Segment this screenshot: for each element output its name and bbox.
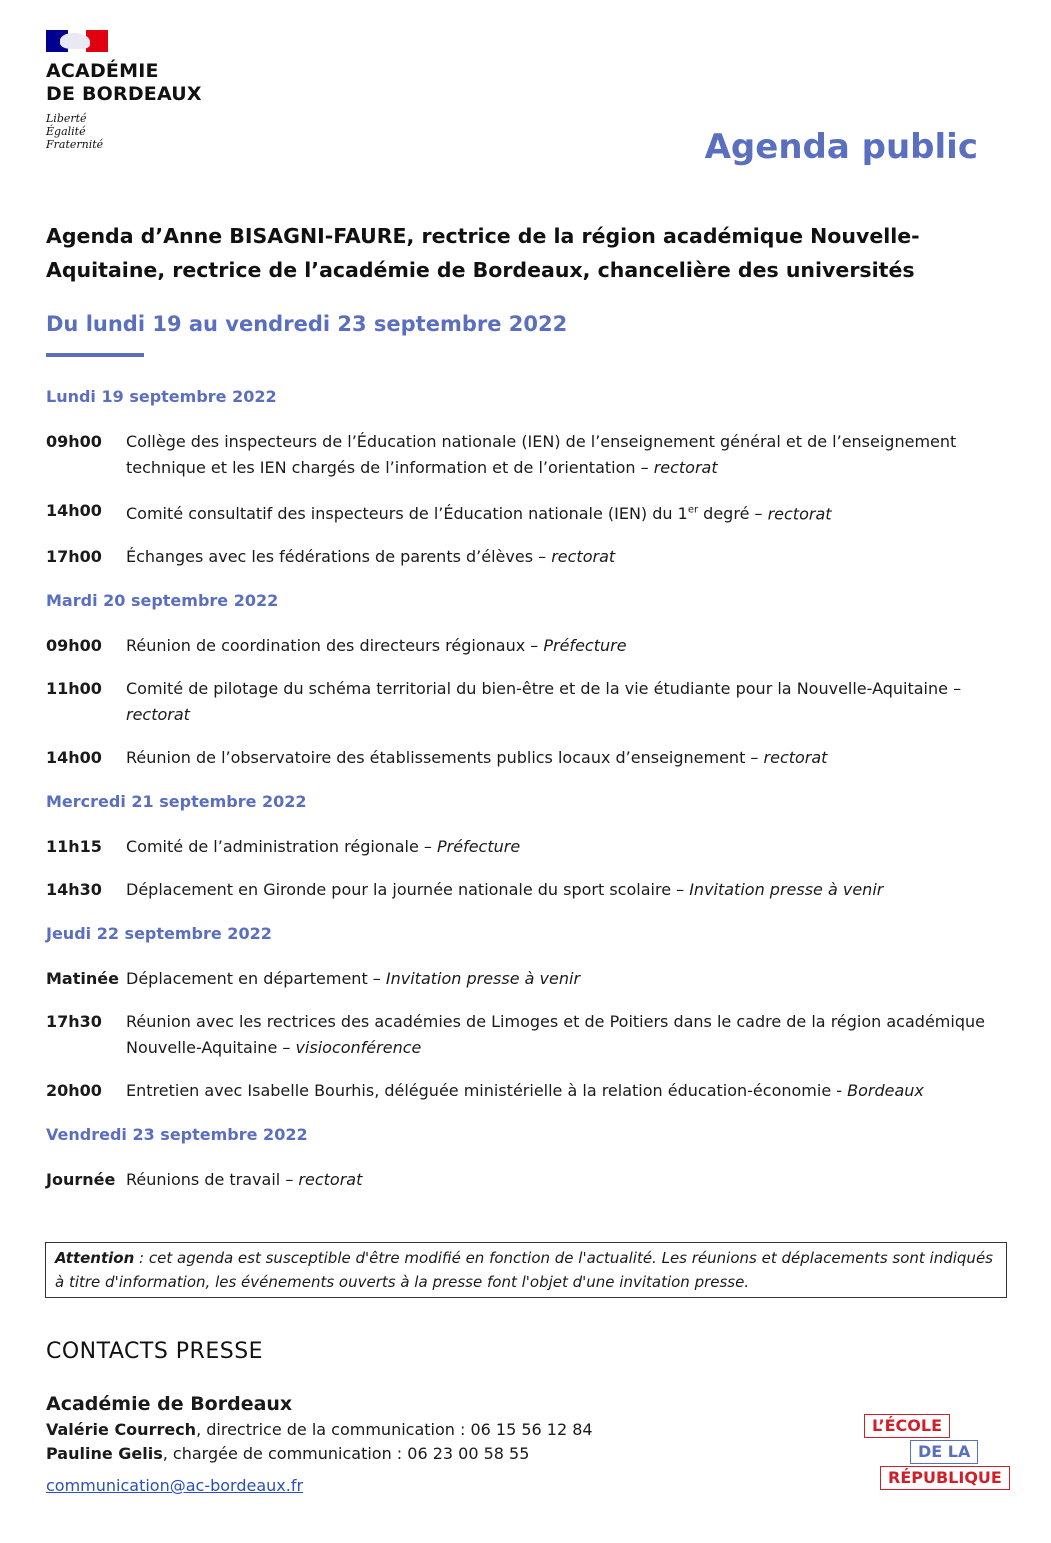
day-block	[46, 791, 991, 903]
notice-lead: Attention	[55, 1249, 135, 1267]
contact-person: Pauline Gelis, chargée de communication : 06 23 00 58 55	[46, 1444, 530, 1463]
agenda-owner-heading: Agenda d’Anne BISAGNI-FAURE, rectrice de la région académique Nouvelle- Aquitaine, rectrice de l’académie de Bordeaux, chancelière des universités	[46, 224, 920, 282]
period-heading: Du lundi 19 au vendredi 23 septembre 2022	[46, 312, 568, 336]
event-location: Préfecture	[436, 837, 521, 857]
event-description	[126, 966, 991, 992]
agenda-event	[46, 498, 991, 527]
marianne-flag-icon	[46, 30, 108, 52]
event-description	[126, 633, 991, 659]
contacts-title: CONTACTS PRESSE	[46, 1339, 264, 1364]
event-description	[126, 1167, 991, 1193]
event-location: rectorat	[298, 1170, 363, 1190]
academie-logo	[46, 30, 202, 151]
event-location: Bordeaux	[847, 1081, 924, 1101]
agenda-event	[46, 877, 991, 903]
event-description	[126, 1009, 991, 1061]
agenda-event	[46, 1009, 991, 1061]
event-description	[126, 1078, 991, 1104]
agenda-event	[46, 676, 991, 728]
day-block	[46, 923, 991, 1104]
institution-name: ACADÉMIE DE BORDEAUX	[46, 60, 202, 105]
event-location: Préfecture	[543, 636, 627, 656]
day-block	[46, 1124, 991, 1193]
event-description	[126, 544, 991, 570]
heading-underline	[46, 353, 144, 357]
logo-word: L’ÉCOLE	[864, 1414, 950, 1438]
event-location: rectorat	[763, 748, 828, 768]
event-description	[126, 429, 991, 481]
event-time: 14h00	[46, 501, 102, 520]
event-description	[126, 676, 991, 728]
event-text: Comité de pilotage du schéma territorial du bien-être et de la vie étudiante pour la Nouvelle-Aquitaine –	[126, 679, 962, 699]
agenda-event	[46, 544, 991, 570]
event-time: 11h00	[46, 679, 102, 699]
agenda-event	[46, 966, 991, 992]
event-location: rectorat	[551, 547, 616, 567]
event-text: Réunion avec les rectrices des académies de Limoges et de Poitiers dans le cadre de la région académique Nouvelle-Aquitaine –	[126, 1012, 985, 1058]
event-location: rectorat	[126, 705, 190, 725]
document-type-title: Agenda public	[704, 127, 978, 167]
ecole-republique-logo	[864, 1410, 1019, 1496]
event-time: 20h00	[46, 1081, 102, 1101]
event-text: Échanges avec les fédérations de parents d’élèves –	[126, 547, 552, 567]
day-block	[46, 590, 991, 771]
event-location: Invitation presse à venir	[689, 880, 884, 900]
event-time: 14h30	[46, 880, 102, 900]
agenda-event	[46, 1078, 991, 1104]
contact-email-link[interactable]: communication@ac-bordeaux.fr	[46, 1476, 304, 1495]
day-heading: Mercredi 21 septembre 2022	[46, 792, 307, 812]
contact-person: Valérie Courrech, directrice de la communication : 06 15 56 12 84	[46, 1420, 593, 1439]
day-heading: Lundi 19 septembre 2022	[46, 387, 277, 406]
logo-word: RÉPUBLIQUE	[880, 1466, 1010, 1490]
event-location: rectorat	[767, 504, 832, 524]
agenda-event	[46, 834, 991, 860]
event-time: Matinée	[46, 969, 119, 989]
event-text: Collège des inspecteurs de l’Éducation nationale (IEN) de l’enseignement général et de l’enseignement technique et les IEN chargés de l’information et de l’orientation –	[126, 432, 957, 477]
contact-organization: Académie de Bordeaux	[46, 1393, 293, 1415]
agenda-event	[46, 1167, 991, 1193]
event-time: 17h00	[46, 547, 102, 567]
event-text: Comité consultatif des inspecteurs de l’Éducation nationale (IEN) du 1er degré –	[126, 504, 768, 524]
event-description	[126, 877, 991, 903]
day-heading: Vendredi 23 septembre 2022	[46, 1125, 308, 1145]
event-location: visioconférence	[295, 1038, 422, 1058]
agenda-event	[46, 429, 991, 481]
event-description	[126, 498, 991, 527]
contacts-block	[46, 1390, 593, 1498]
event-text: Entretien avec Isabelle Bourhis, déléguée ministérielle à la relation éducation-économie -	[126, 1081, 848, 1101]
agenda-list	[46, 386, 991, 1213]
event-location: rectorat	[653, 458, 718, 477]
event-time: 09h00	[46, 636, 102, 656]
event-time: 11h15	[46, 837, 102, 857]
event-text: Réunion de l’observatoire des établissements publics locaux d’enseignement –	[126, 748, 764, 768]
event-text: Réunion de coordination des directeurs régionaux –	[126, 636, 544, 656]
event-text: Réunions de travail –	[126, 1170, 299, 1190]
day-block	[46, 386, 991, 570]
logo-word: DE LA	[910, 1440, 978, 1464]
day-heading: Jeudi 22 septembre 2022	[46, 924, 272, 944]
republic-motto: Liberté Égalité Fraternité	[46, 112, 104, 151]
notice-box	[45, 1242, 1007, 1298]
event-text: Comité de l’administration régionale –	[126, 837, 437, 857]
event-time: 09h00	[46, 432, 102, 451]
event-location: Invitation presse à venir	[385, 969, 581, 989]
day-heading: Mardi 20 septembre 2022	[46, 591, 279, 611]
event-text: Déplacement en Gironde pour la journée nationale du sport scolaire –	[126, 880, 690, 900]
event-time: Journée	[46, 1170, 116, 1190]
event-time: 14h00	[46, 748, 102, 768]
event-time: 17h30	[46, 1012, 102, 1032]
agenda-event	[46, 745, 991, 771]
event-description	[126, 834, 991, 860]
event-text: Déplacement en département –	[126, 969, 386, 989]
agenda-event	[46, 633, 991, 659]
notice-text: : cet agenda est susceptible d'être modifié en fonction de l'actualité. Les réunions et déplacements sont indiqués à titre d'information, les événements ouverts à la presse font l'objet d'une invitation presse.	[55, 1249, 993, 1291]
event-description	[126, 745, 991, 771]
